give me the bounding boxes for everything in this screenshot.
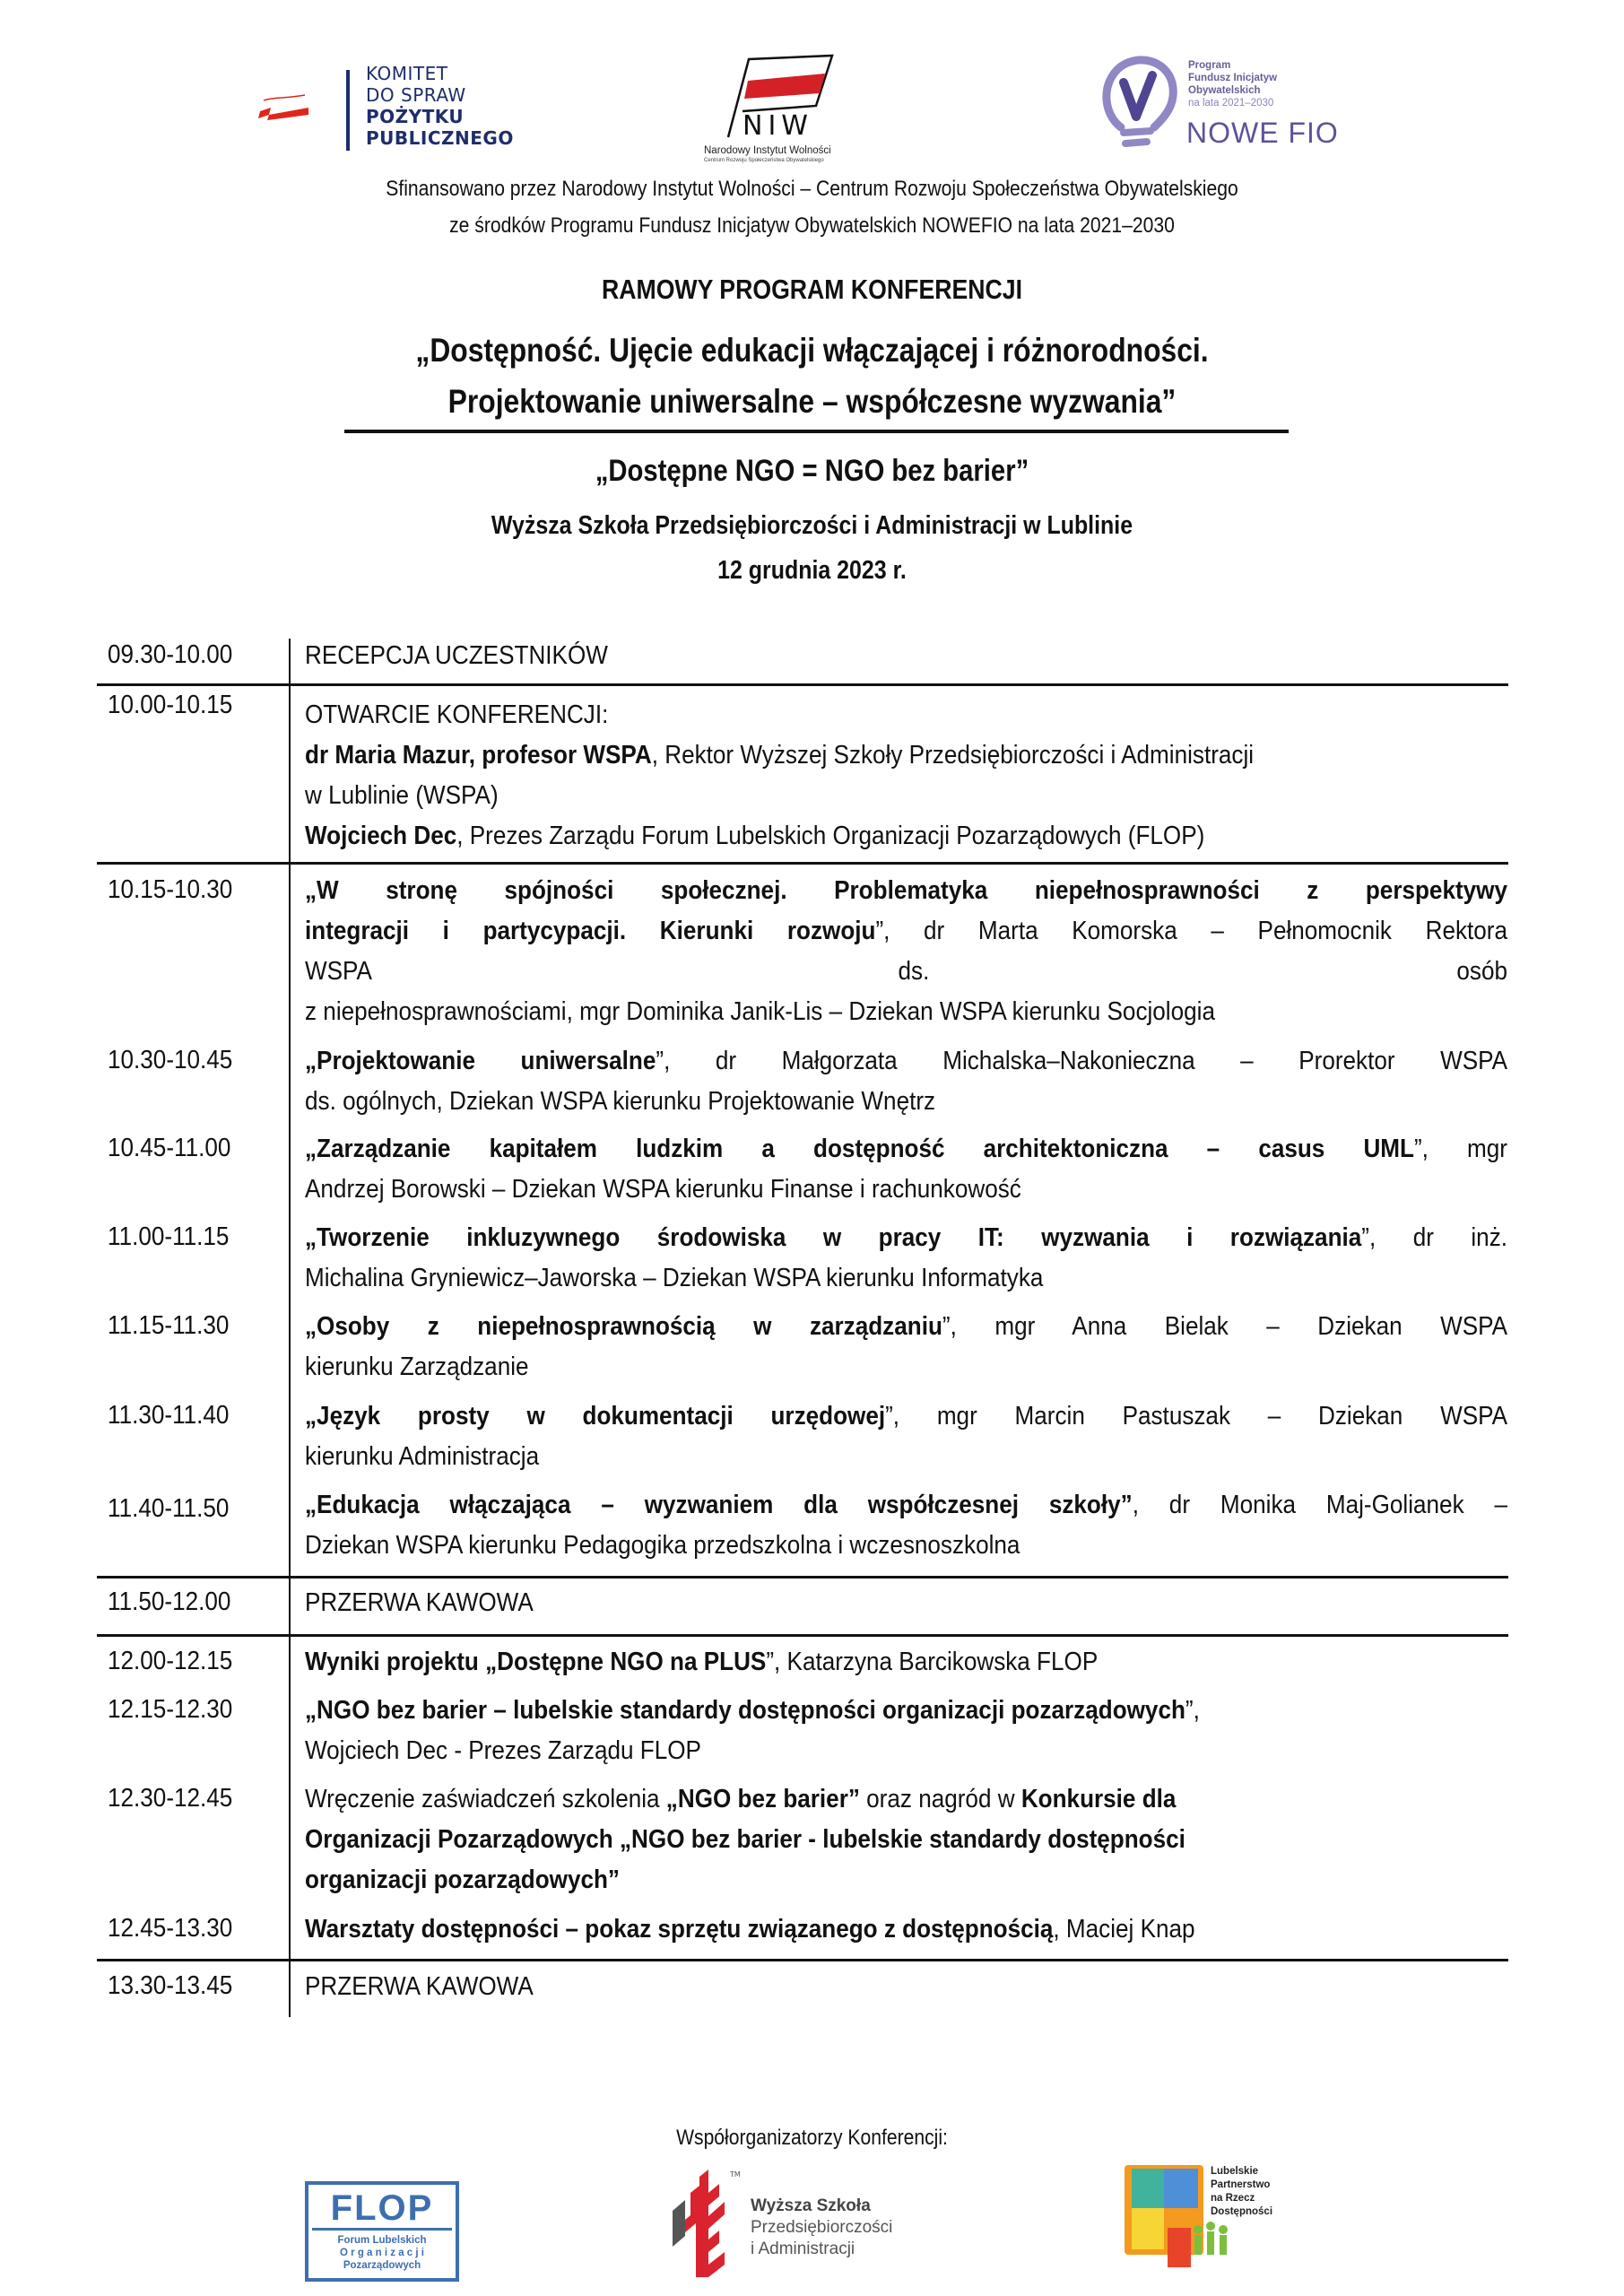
talk-title: Warsztaty dostępności – pokaz sprzętu związanego z dostępnością	[305, 1915, 1054, 1944]
flop-line-3: Pozarządowych	[343, 2260, 421, 2271]
speaker-role: , Rektor Wyższej Szkoły Przedsiębiorczości i Administracji	[651, 741, 1255, 770]
row-text	[305, 1396, 1507, 1437]
funding-line-1: Sfinansowano przez Narodowy Instytut Wolności – Centrum Rozwoju Społeczeństwa Obywatelskiego	[386, 177, 1238, 201]
speaker-info: ”, dr Marta Komorska – Pełnomocnik Rektora	[875, 917, 1507, 945]
row-text: WSPA ds. osób	[305, 957, 1507, 986]
flop-line-2: O r g a n i z a c j i	[340, 2248, 424, 2258]
row-text-part: oraz nagród w	[859, 1785, 1021, 1813]
talk-title: „W stronę spójności społecznej. Problematyka niepełnosprawności z perspektywy	[305, 876, 1507, 905]
row-text: Andrzej Borowski – Dziekan WSPA kierunku Finanse i rachunkowość	[305, 1175, 1021, 1204]
row-text	[305, 1779, 1507, 1820]
wspa-line-3: i Administracji	[751, 2239, 855, 2258]
speaker-info: ”, mgr Anna Bielak – Dziekan WSPA	[942, 1312, 1507, 1341]
row-text	[305, 1485, 1507, 1526]
row-text: kierunku Zarządzanie	[305, 1352, 529, 1381]
row-time: 12.45-13.30	[108, 1914, 233, 1943]
row-text: Michalina Gryniewicz–Jaworska – Dziekan WSPA kierunku Informatyka	[305, 1264, 1044, 1292]
speaker-role: , Prezes Zarządu Forum Lubelskich Organizacji Pozarządowych (FLOP)	[456, 822, 1205, 850]
fio-line-3: Obywatelskich	[1188, 85, 1261, 96]
svg-text:NIW: NIW	[743, 110, 813, 142]
talk-title: integracji i partycypacji. Kierunki rozwoju	[305, 917, 876, 945]
row-content	[305, 1967, 1508, 2007]
row-text: PRZERWA KAWOWA	[305, 1972, 534, 2001]
komitet-line-3: POŻYTKU	[366, 106, 465, 127]
lpd-line-2: Partnerstwo	[1211, 2179, 1271, 2190]
speaker-info: ”,	[1185, 1696, 1200, 1725]
row-content	[305, 1041, 1508, 1122]
co-organizers-label: Współorganizatorzy Konferencji:	[676, 2126, 948, 2150]
funding-line-2: ze środków Programu Fundusz Inicjatyw Obywatelskich NOWEFIO na lata 2021–2030	[449, 213, 1175, 238]
fio-line-1: Program	[1188, 60, 1231, 71]
fio-program-text	[1188, 59, 1277, 109]
niw-subname: Centrum Rozwoju Społeczeństwa Obywatelskiego	[704, 158, 824, 163]
row-text: Dziekan WSPA kierunku Pedagogika przedszkolna i wczesnoszkolna	[305, 1531, 1020, 1560]
contest-name: Organizacji Pozarządowych „NGO bez barier - lubelskie standardy dostępności	[305, 1825, 1185, 1854]
row-separator	[97, 1576, 1508, 1578]
row-text: z niepełnosprawnościami, mgr Dominika Janik-Lis – Dziekan WSPA kierunku Socjologia	[305, 997, 1215, 1026]
komitet-divider	[346, 70, 350, 151]
row-time: 09.30-10.00	[108, 640, 233, 669]
conference-subtitle: „Dostępne NGO = NGO bez barier”	[595, 454, 1029, 488]
speaker-info: , Maciej Knap	[1053, 1915, 1195, 1944]
polish-flag-icon	[258, 90, 312, 126]
lpd-line-1: Lubelskie	[1211, 2166, 1259, 2177]
nowe-fio-logo	[1099, 56, 1385, 154]
row-text	[305, 1691, 1507, 1731]
row-content	[305, 1642, 1508, 1683]
title-underline	[344, 430, 1289, 433]
flop-fullname	[312, 2234, 452, 2272]
row-content	[305, 1691, 1508, 1771]
row-content	[305, 636, 1508, 676]
contest-name: organizacji pozarządowych”	[305, 1866, 620, 1894]
talk-title: „Język prosty w dokumentacji urzędowej	[305, 1402, 886, 1431]
row-text: PRZERWA KAWOWA	[305, 1588, 534, 1617]
row-text	[305, 1860, 1507, 1900]
row-separator	[97, 1634, 1508, 1637]
komitet-line-4: PUBLICZNEGO	[366, 127, 514, 149]
niw-flag-icon	[708, 52, 838, 142]
row-content	[305, 695, 1508, 857]
row-text	[305, 816, 1507, 857]
row-separator	[97, 683, 1508, 686]
speaker-info: ”, dr Małgorzata Michalska–Nakonieczna – Prorektor WSPA	[656, 1047, 1507, 1075]
komitet-logo	[258, 63, 527, 152]
row-text: w Lublinie (WSPA)	[305, 781, 499, 810]
row-content	[305, 1396, 1508, 1477]
column-divider	[289, 639, 291, 2017]
row-text	[305, 1129, 1507, 1170]
page-heading: RAMOWY PROGRAM KONFERENCJI	[601, 274, 1023, 305]
row-time: 11.50-12.00	[108, 1587, 231, 1616]
wspa-emblem-icon	[665, 2166, 746, 2278]
talk-title: „Tworzenie inkluzywnego środowiska w pracy IT: wyzwania i rozwiązania	[305, 1223, 1362, 1252]
row-time: 11.00-11.15	[108, 1222, 230, 1251]
speaker-name: Wojciech Dec	[305, 822, 457, 850]
event-date: 12 grudnia 2023 r.	[717, 556, 907, 585]
row-separator	[97, 1959, 1508, 1961]
wspa-name	[751, 2196, 892, 2260]
flop-logo	[305, 2181, 459, 2282]
row-time: 11.40-11.50	[108, 1494, 230, 1523]
row-time: 13.30-13.45	[108, 1971, 233, 2000]
row-text: kierunku Administracja	[305, 1442, 540, 1471]
row-text	[305, 1218, 1507, 1258]
row-content	[305, 1583, 1508, 1623]
speaker-info: ”, Katarzyna Barcikowska FLOP	[766, 1648, 1099, 1676]
row-time: 12.30-12.45	[108, 1784, 233, 1813]
row-text	[305, 1041, 1507, 1082]
talk-title: „Edukacja włączająca – wyzwaniem dla współczesnej szkoły”	[305, 1491, 1133, 1519]
flop-line-1: Forum Lubelskich	[337, 2235, 427, 2246]
row-text: RECEPCJA UCZESTNIKÓW	[305, 641, 608, 670]
flop-mark: FLOP	[312, 2188, 452, 2231]
row-text	[305, 871, 1507, 911]
row-text	[305, 1307, 1507, 1347]
wspa-line-1: Wyższa Szkoła	[751, 2196, 871, 2215]
talk-title: „NGO bez barier – lubelskie standardy dostępności organizacji pozarządowych	[305, 1696, 1185, 1725]
komitet-line-2: DO SPRAW	[366, 84, 466, 106]
lpd-logo	[1123, 2161, 1302, 2269]
talk-title: „Projektowanie uniwersalne	[305, 1047, 656, 1075]
row-content	[305, 1307, 1508, 1387]
komitet-line-1: KOMITET	[366, 63, 448, 84]
row-content	[305, 1485, 1508, 1566]
row-time: 12.15-12.30	[108, 1695, 233, 1724]
conference-title-line-1: „Dostępność. Ujęcie edukacji włączającej i różnorodności.	[415, 332, 1209, 369]
row-time: 12.00-12.15	[108, 1647, 233, 1675]
fio-line-4: na lata 2021–2030	[1188, 98, 1274, 109]
speaker-info: ”, mgr Marcin Pastuszak – Dziekan WSPA	[885, 1402, 1507, 1431]
talk-title: Wyniki projektu „Dostępne NGO na PLUS	[305, 1648, 767, 1676]
row-content	[305, 1779, 1508, 1900]
talk-title: „Zarządzanie kapitałem ludzkim a dostępność architektoniczna – casus UML	[305, 1135, 1414, 1163]
talk-title: „Osoby z niepełnosprawnością w zarządzaniu	[305, 1312, 942, 1341]
row-time: 10.45-11.00	[108, 1134, 231, 1162]
niw-logo	[695, 52, 847, 164]
conference-title-line-2: Projektowanie uniwersalne – współczesne wyzwania”	[447, 383, 1177, 420]
svg-text:TM: TM	[730, 2170, 741, 2179]
fio-brand: NOWE FIO	[1186, 117, 1339, 149]
row-text: ds. ogólnych, Dziekan WSPA kierunku Projektowanie Wnętrz	[305, 1087, 936, 1116]
row-time: 10.00-10.15	[108, 691, 233, 719]
row-text	[305, 1820, 1507, 1860]
row-content	[305, 1129, 1508, 1210]
training-name: „NGO bez barier”	[665, 1785, 860, 1813]
speaker-info: ”, dr inż.	[1361, 1223, 1508, 1252]
wspa-logo	[665, 2161, 934, 2278]
row-text-part: Wręczenie zaświadczeń szkolenia	[305, 1785, 666, 1813]
row-separator	[97, 862, 1508, 865]
speaker-info: ”, mgr	[1413, 1135, 1507, 1163]
wspa-line-2: Przedsiębiorczości	[751, 2218, 893, 2237]
row-time: 10.30-10.45	[108, 1046, 233, 1074]
lpd-line-4: Dostępności	[1211, 2206, 1273, 2217]
row-content	[305, 1218, 1508, 1299]
row-content	[305, 871, 1508, 1032]
row-time: 11.15-11.30	[108, 1311, 230, 1340]
row-time: 10.15-10.30	[108, 875, 233, 904]
row-text: OTWARCIE KONFERENCJI:	[305, 700, 609, 729]
komitet-name	[366, 63, 514, 149]
lpd-line-3: na Rzecz	[1211, 2193, 1255, 2204]
row-content	[305, 1909, 1508, 1950]
contest-name: Konkursie dla	[1020, 1785, 1177, 1813]
lightbulb-icon	[1099, 56, 1179, 150]
row-text	[305, 911, 1507, 952]
lpd-name	[1211, 2165, 1272, 2219]
row-text	[305, 735, 1507, 776]
speaker-info: , dr Monika Maj-Golianek –	[1132, 1491, 1508, 1519]
fio-line-2: Fundusz Inicjatyw	[1188, 73, 1278, 83]
speaker-name: dr Maria Mazur, profesor WSPA	[305, 741, 652, 770]
venue: Wyższa Szkoła Przedsiębiorczości i Administracji w Lublinie	[491, 511, 1133, 540]
row-text: Wojciech Dec - Prezes Zarządu FLOP	[305, 1736, 701, 1765]
niw-name: Narodowy Instytut Wolności	[704, 145, 831, 156]
row-time: 11.30-11.40	[108, 1401, 230, 1430]
